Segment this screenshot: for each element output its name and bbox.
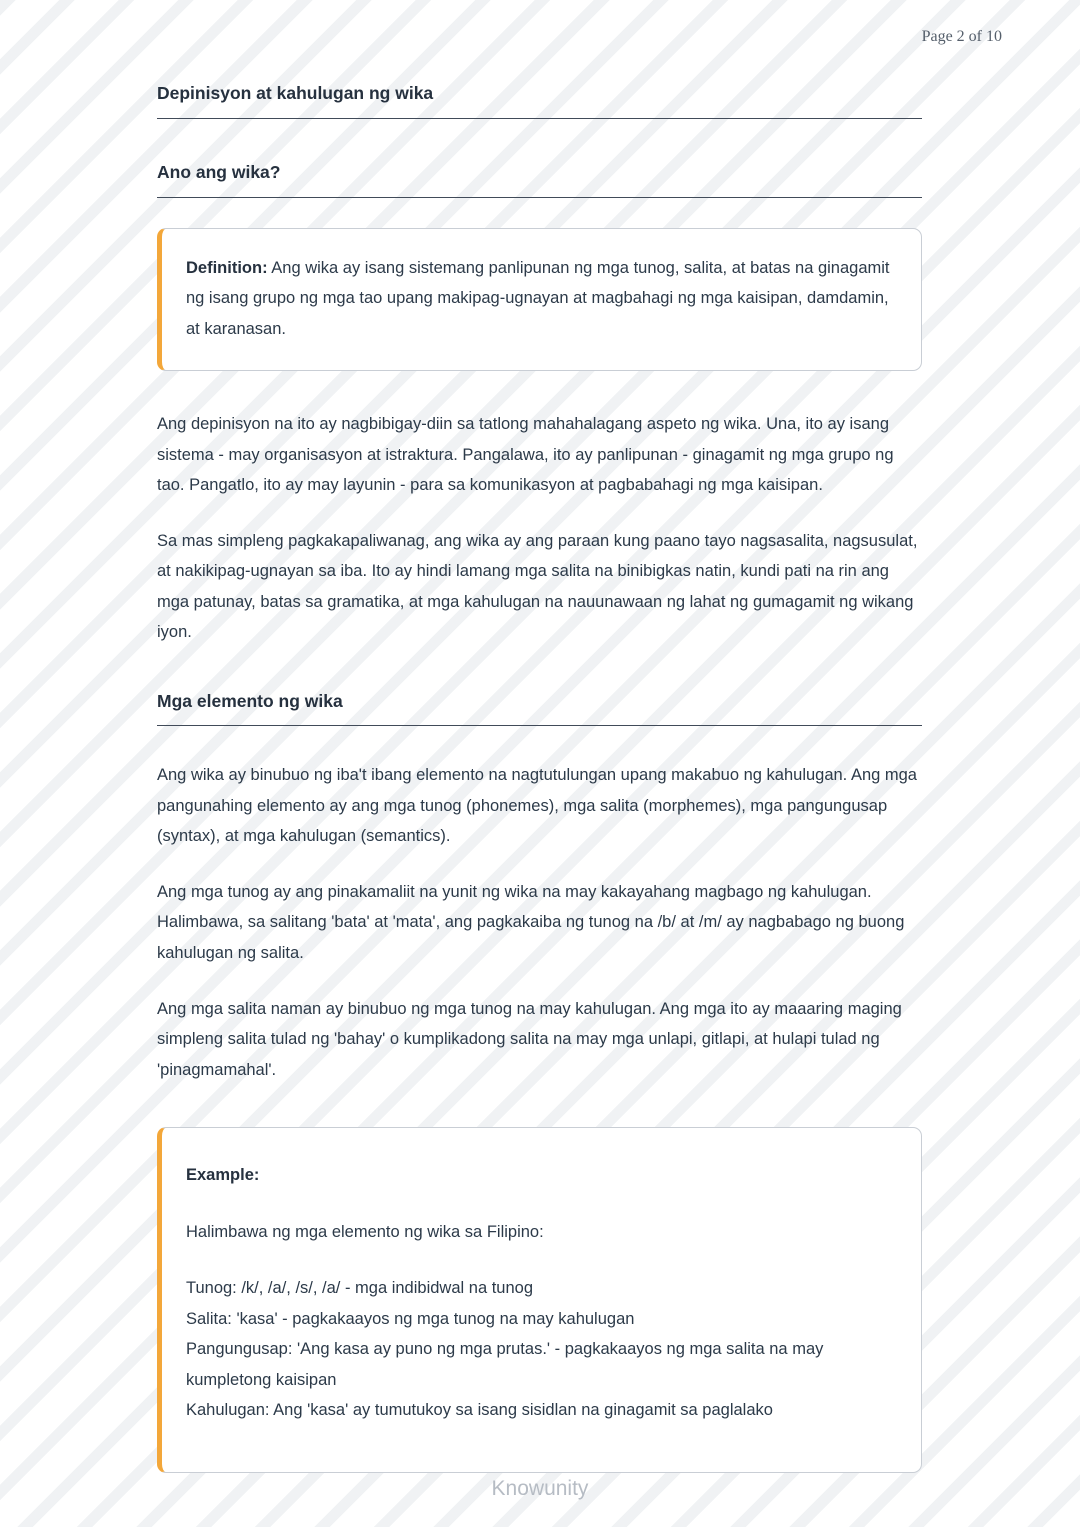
paragraph-5: Ang mga salita naman ay binubuo ng mga tunog na may kahulugan. Ang mga ito ay maaaring maging simpleng salita tulad ng 'bahay' o kumplikadong salita na may mga unlapi, gitlapi, at hulapi tulad ng 'pinagmamahal'. bbox=[157, 999, 902, 1079]
example-lines bbox=[186, 1273, 891, 1426]
example-line: Tunog: /k/, /a/, /s/, /a/ - mga indibidwal na tunog bbox=[186, 1279, 533, 1298]
paragraph-1: Ang depinisyon na ito ay nagbibigay-diin sa tatlong mahahalagang aspeto ng wika. Una, ito ay isang sistema - may organisasyon at istraktura. Pangalawa, ito ay panlipunan - ginagamit ng mga grupo ng tao. Pangatlo, ito ay may layunin - para sa komunikasyon at pagbabahagi ng mga kaisipan. bbox=[157, 415, 894, 495]
definition-label: Definition: bbox=[186, 258, 268, 277]
definition-box bbox=[157, 228, 922, 372]
document-content bbox=[157, 82, 922, 1473]
paragraph-4: Ang mga tunog ay ang pinakamaliit na yunit ng wika na may kakayahang magbago ng kahulugan. Halimbawa, sa salitang 'bata' at 'mata', ang pagkakaiba ng tunog na /b/ at /m/ ay nagbabago ng buong kahulugan ng salita. bbox=[157, 882, 905, 962]
example-intro: Halimbawa ng mga elemento ng wika sa Filipino: bbox=[186, 1222, 544, 1241]
definition-paragraph bbox=[186, 253, 891, 345]
sub-heading-ano-ang-wika: Ano ang wika? bbox=[157, 161, 922, 198]
example-label: Example: bbox=[186, 1166, 260, 1185]
example-line: Pangungusap: 'Ang kasa ay puno ng mga prutas.' - pagkakaayos ng mga salita na may kumpletong kaisipan bbox=[186, 1340, 824, 1389]
paragraph-2: Sa mas simpleng pagkakapaliwanag, ang wika ay ang paraan kung paano tayo nagsasalita, nagsusulat, at nakikipag-ugnayan sa iba. Ito ay hindi lamang mga salita na binibigkas natin, kundi pati na rin ang mga patunay, batas sa gramatika, at mga kahulugan na nauunawaan ng lahat ng gumagamit ng wikang iyon. bbox=[157, 531, 918, 642]
knowunity-watermark: Knowunity bbox=[491, 1477, 589, 1500]
paragraph-3: Ang wika ay binubuo ng iba't ibang elemento na nagtutulungan upang makabuo ng kahulugan. Ang mga pangunahing elemento ay ang mga tunog (phonemes), mga salita (morphemes), mga pangungusap (syntax), at mga kahulugan (semantics). bbox=[157, 766, 917, 846]
sub-heading-mga-elemento: Mga elemento ng wika bbox=[157, 690, 922, 727]
definition-text: Ang wika ay isang sistemang panlipunan ng mga tunog, salita, at batas na ginagamit ng isang grupo ng mga tao upang makipag-ugnayan at magbahagi ng mga kaisipan, damdamin, at karanasan. bbox=[186, 258, 890, 338]
page-indicator: Page 2 of 10 bbox=[921, 28, 1002, 45]
example-line: Salita: 'kasa' - pagkakaayos ng mga tunog na may kahulugan bbox=[186, 1309, 635, 1328]
example-line: Kahulugan: Ang 'kasa' ay tumutukoy sa isang sisidlan na ginagamit sa paglalako bbox=[186, 1401, 773, 1420]
main-heading: Depinisyon at kahulugan ng wika bbox=[157, 82, 922, 119]
example-box bbox=[157, 1127, 922, 1473]
